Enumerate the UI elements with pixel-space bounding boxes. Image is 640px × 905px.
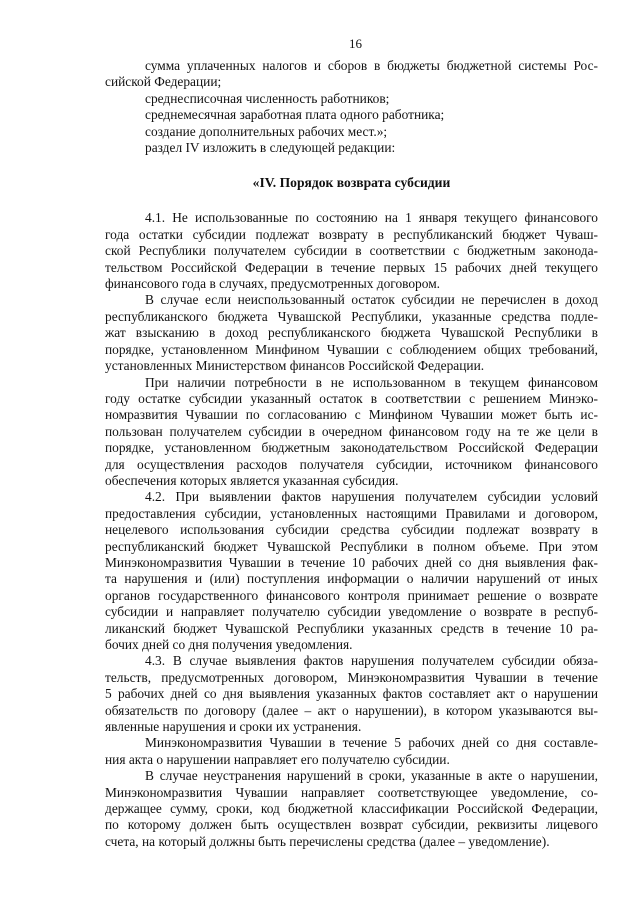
- intro-block: [105, 58, 598, 156]
- text-line: раздел IV изложить в следующей редакции:: [145, 140, 396, 156]
- text-line: сумма уплаченных налогов и сборов в бюджеты бюджетной системы Рос-: [145, 58, 598, 73]
- text-line: бочих дней со дня получения уведомления.: [105, 637, 353, 652]
- text-line: сийской Федерации;: [105, 74, 222, 90]
- text-line: обеспечения которых является указанная субсидия.: [105, 472, 399, 488]
- text-line: нецелевого использования субсидии средства субсидии подлежат возврату в: [105, 522, 598, 538]
- text-line: году остатке субсидии указанный остаток в соответствии с решением Минэко-: [105, 390, 598, 406]
- text-line: счета, на который должны быть перечислены средства (далее – уведомление).: [105, 833, 550, 849]
- text-line: органов государственного финансового контроля принимает решение о возврате: [105, 587, 598, 603]
- text-line: В случае если неиспользованный остаток субсидии не перечислен в доход: [145, 292, 598, 308]
- text-line: для осуществления расходов получателя субсидии, источником финансового: [105, 456, 598, 472]
- text-line: пользован получателем субсидии в очередном финансовом году на те же цели в: [105, 423, 598, 439]
- text-line: жат взысканию в доход республиканского бюджета Чувашской Республики в: [105, 325, 598, 341]
- text-line: республиканский бюджет Чувашской Республики в полном объеме. При этом: [105, 538, 598, 554]
- text-line: года остатки субсидии подлежат возврату в республиканский бюджет Чуваш-: [105, 226, 598, 242]
- section-heading: «IV. Порядок возврата субсидии: [252, 175, 451, 191]
- text-line: ликанский бюджет Чувашской Республики указанных средств в течение 10 ра-: [105, 620, 598, 636]
- text-line: Минэкономразвития Чувашии в течение 10 рабочих дней со дня выявления фак-: [105, 554, 598, 570]
- text-line: 4.2. При выявлении фактов нарушения получателем субсидии условий: [145, 489, 598, 505]
- text-line: При наличии потребности в не использованном в текущем финансовом: [145, 374, 598, 390]
- text-line: среднесписочная численность работников;: [145, 90, 390, 106]
- body-block: [105, 210, 598, 850]
- text-line: создание дополнительных рабочих мест.»;: [145, 123, 388, 139]
- text-line: республиканского бюджета Чувашской Республики, указанные средства подле-: [105, 308, 598, 324]
- text-line: тельств, предусмотренных договором, Минэкономразвития Чувашии в течение: [105, 669, 598, 685]
- text-line: порядке, установленном бюджетным законодательством Российской Федерации: [105, 440, 598, 456]
- text-line: установленных Министерством финансов Российской Федерации.: [105, 358, 485, 374]
- text-line: номразвития Чувашии по согласованию с Минфином Чувашии может быть ис-: [105, 407, 598, 423]
- text-line: 5 рабочих дней со дня выявления указанных фактов составляет акт о нарушении: [105, 686, 598, 702]
- text-line: 4.1. Не использованные по состоянию на 1 января текущего финансового: [145, 210, 598, 226]
- text-line: тельством Российской Федерации в течение первых 15 рабочих дней текущего: [105, 259, 598, 275]
- page-number: 16: [349, 36, 362, 51]
- text-line: порядке, установленном Минфином Чувашии с соблюдением общих требований,: [105, 341, 598, 357]
- text-line: обязательств по договору (далее – акт о нарушении), в котором указываются вы-: [105, 702, 598, 718]
- text-line: субсидии и направляет получателю субсидии уведомление о возврате в респуб-: [105, 604, 598, 620]
- text-line: Минэкономразвития Чувашии направляет соответствующее уведомление, со-: [105, 784, 598, 800]
- text-line: финансового года в случаях, предусмотренных договором.: [105, 276, 441, 292]
- text-line: ской Республики получателем субсидии в соответствии с бюджетным законода-: [105, 243, 598, 259]
- text-line: ния акта о нарушении направляет его получателю субсидии.: [105, 751, 450, 767]
- text-line: среднемесячная заработная плата одного работника;: [145, 107, 445, 123]
- document-page: [105, 36, 598, 850]
- text-line: предоставления субсидии, установленных настоящими Правилами и договором,: [105, 505, 598, 521]
- text-line: по которому должен быть осуществлен возврат субсидии, реквизиты лицевого: [105, 817, 598, 833]
- text-line: та нарушения и (или) поступления информации о наличии нарушений от иных: [105, 571, 598, 587]
- text-line: Минэкономразвития Чувашии в течение 5 рабочих дней со дня составле-: [145, 735, 598, 751]
- text-line: явленные нарушения и сроки их устранения.: [105, 719, 362, 735]
- text-line: В случае неустранения нарушений в сроки, указанные в акте о нарушении,: [145, 768, 598, 784]
- text-line: держащее сумму, сроки, код бюджетной классификации Российской Федерации,: [105, 801, 598, 817]
- text-line: 4.3. В случае выявления фактов нарушения получателем субсидии обяза-: [145, 653, 598, 669]
